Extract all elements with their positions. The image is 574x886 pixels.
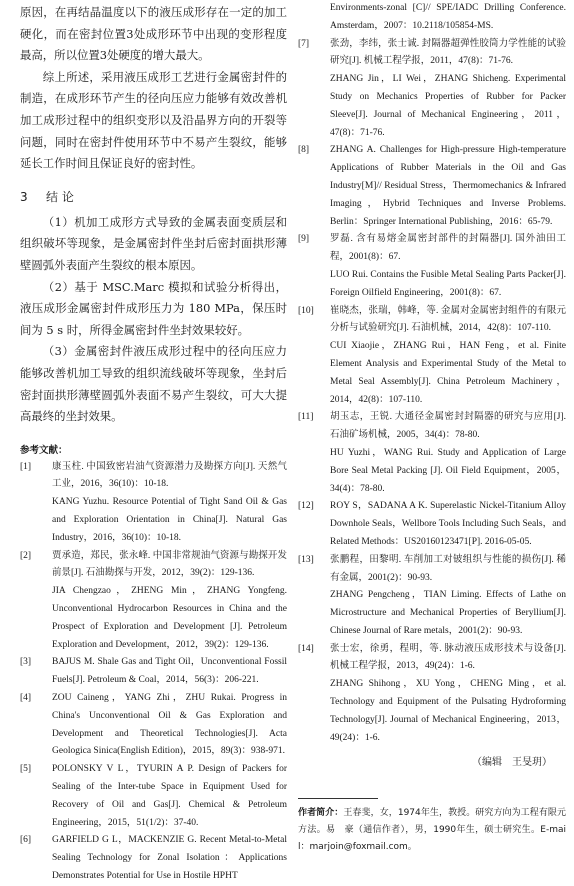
- reference-text: ZHANG A. Challenges for High-pressure High-temperature Applications of Rubber Materials in the Oil and Gas Industry[M]// Residual Stress，Thermomechanics & Infrared Imaging，Hybrid Techniques and Inverse Problems. Berlin：Springer International Publishing，2016：65-79.: [330, 145, 566, 227]
- reference-text: BAJUS M. Shale Gas and Tight Oil，Unconventional Fossil Fuels[J]. Petroleum & Coal，2014，56(3)：206-221.: [52, 657, 287, 686]
- reference-text: ZHANG Shihong，XU Yong，CHENG Ming，et al. Technology and Equipment of the Pulsating Hydroforming Technology[J]. Journal of Mechanical Engineering，2013，49(24)：1-6.: [330, 679, 566, 743]
- reference-text: 罗磊. 含有易熔金属密封部件的封隔器[J]. 国外油田工程，2001(8)：67.: [330, 234, 566, 263]
- reference-text: HU Yuzhi，WANG Rui. Study and Application of Large Bore Seal Metal Packing [J]. Oil Field Equipment，2005，34(4)：78-80.: [330, 447, 566, 494]
- reference-item: [298, 231, 566, 302]
- reference-continuation: Environments-zonal [C]// SPE/IADC Drilling Conference. Amsterdam，2007：10.2118/105854-MS.: [330, 3, 566, 31]
- reference-number: [10]: [298, 305, 314, 316]
- reference-item: [298, 552, 566, 641]
- reference-text: ROY S，SADANA A K. Superelastic Nickel-Titanium Alloy Downhole Seals，Wellbore Tools Including Such Seals，and Related Methods：US20160123471[P]. 2016-05-05.: [330, 501, 566, 547]
- reference-item: [20, 459, 287, 548]
- reference-number: [1]: [20, 461, 32, 472]
- reference-text: ZOU Caineng，YANG Zhi，ZHU Rukai. Progress in China's Unconventional Oil & Gas Exploration and Development and Theoretical Technologies[J]. Acta Geologica Sinica(English Edition)，2015，89(3)：938-971.: [52, 693, 287, 757]
- reference-text: 张劲，李纬，张士诚. 封隔器超弹性胶筒力学性能的试验研究[J]. 机械工程学报，2011，47(8)：71-76.: [330, 38, 566, 67]
- reference-number: [8]: [298, 145, 310, 156]
- body-paragraph: 综上所述，采用液压成形工艺进行金属密封件的制造，在成形环节产生的径向压应力能够有效改善机加工成形过程中的组织变形以及沿晶界方向的开裂等问题，同时在密封件使用环节中不易产生裂纹，能够延长工作时间且保证良好的密封性。: [20, 69, 287, 171]
- conclusion-paragraph: （3）金属密封件液压成形过程中的径向压应力能够改善机加工导致的组织流线破坏等现象，坐封后密封面拱形薄壁圆弧外表面不易产生裂纹，可大大提高最终的坐封效果。: [20, 344, 287, 424]
- reference-item: [20, 654, 287, 690]
- reference-number: [14]: [298, 643, 314, 654]
- reference-number: [4]: [20, 693, 32, 704]
- reference-text: 胡玉志，王锐. 大通径金属密封封隔器的研究与应用[J]. 石油矿场机械，2005，34(4)：78-80.: [330, 412, 566, 441]
- section-heading: [20, 188, 287, 205]
- reference-item: [298, 641, 566, 748]
- reference-number: [13]: [298, 554, 314, 565]
- reference-number: [9]: [298, 234, 310, 245]
- reference-text: 崔晓杰，张瑞，韩峰，等. 金属对金属密封组件的有限元分析与试验研究[J]. 石油机械，2014，42(8)：107-110.: [330, 305, 566, 334]
- reference-text: GARFIELD G L，MACKENZIE G. Recent Metal-to-Metal Sealing Technology for Zonal Isolation：Applications Demonstrates Potential for Use in Hostile HPHT: [52, 835, 287, 882]
- reference-item: [20, 548, 287, 655]
- reference-text: 康玉柱. 中国致密岩油气资源潜力及勘探方向[J]. 天然气工业，2016，36(10)：10-18.: [52, 461, 287, 490]
- left-column: [20, 0, 287, 886]
- author-note-text: 王春斐，女，1974年生，教授。研究方向为工程有限元方法。易 豪（通信作者），男，1990年生，硕士研究生。E-mail：marjoin@foxmail.com。: [298, 808, 566, 853]
- reference-text: 张鹏程，田黎明. 车削加工对铍组织与性能的损伤[J]. 稀有金属，2001(2)：90-93.: [330, 554, 566, 583]
- reference-item: [298, 409, 566, 498]
- reference-text: ZHANG Jin，LI Wei，ZHANG Shicheng. Experimental Study on Mechanics Properties of Rubber for Packer Sleeve[J]. Journal of Mechanical Engineering，2011，47(8)：71-76.: [330, 74, 566, 138]
- editor-credit: （编辑 王旻玥）: [472, 757, 552, 769]
- reference-number: [7]: [298, 38, 310, 49]
- conclusion-paragraph: （2）基于 MSC.Marc 模拟和试验分析得出，液压成形金属密封件成形压力为 180 MPa，保压时间为 5 s 时，所得金属密封件坐封效果较好。: [20, 279, 287, 337]
- reference-item: [20, 832, 287, 885]
- reference-text: 贾承造，郑民，张永峰. 中国非常规油气资源与勘探开发前景[J]. 石油勘探与开发，2012，39(2)：129-136.: [52, 550, 287, 579]
- reference-text: POLONSKY V L，TYURIN A P. Design of Packers for Sealing of the Inter-tube Space in Equipment Used for Recovery of Oil and Gas[J]. Chemical & Petroleum Engineering，2015，51(1/2)：37-40.: [52, 764, 287, 828]
- reference-item: [298, 303, 566, 410]
- reference-text: ZHANG Pengcheng，TIAN Liming. Effects of Lathe on Microstructure and Mechanical Properties of Beryllium[J]. Chinese Journal of Rare metals，2001(2)：90-93.: [330, 590, 566, 636]
- author-note: [298, 805, 566, 856]
- reference-number: [3]: [20, 657, 32, 668]
- reference-item: [298, 36, 566, 143]
- section-number: 3: [20, 189, 28, 204]
- section-title: 结 论: [46, 189, 74, 204]
- reference-text: 张士宏，徐勇，程明，等. 脉动液压成形技术与设备[J]. 机械工程学报，2013，49(24)：1-6.: [330, 643, 566, 672]
- references-heading: 参考文献：: [20, 444, 68, 456]
- reference-item: [20, 690, 287, 761]
- reference-item: [298, 142, 566, 231]
- reference-text: JIA Chengzao，ZHENG Min，ZHANG Yongfeng. Unconventional Hydrocarbon Resources in China and the Prospect of Exploration and Development [J]. Petroleum Exploration and Development，2012，39(2)：129-136.: [52, 586, 287, 650]
- reference-number: [6]: [20, 835, 32, 846]
- reference-number: [12]: [298, 501, 314, 512]
- reference-number: [11]: [298, 412, 314, 423]
- reference-text: LUO Rui. Contains the Fusible Metal Sealing Parts Packer[J]. Foreign Oilfield Engineering，2001(8)：67.: [330, 269, 566, 298]
- author-note-label: 作者简介：: [298, 808, 344, 819]
- right-column: [298, 0, 566, 856]
- reference-item: [298, 498, 566, 551]
- reference-text: CUI Xiaojie，ZHANG Rui，HAN Feng，et al. Finite Element Analysis and Experimental Study of the Metal to Metal Seal Assembly[J]. China Petroleum Machinery，2014，42(8)：107-110.: [330, 341, 566, 405]
- conclusion-paragraph: （1）机加工成形方式导致的金属表面变质层和组织破坏等现象，是金属密封件坐封后密封面拱形薄壁圆弧外表面产生裂纹的根本原因。: [20, 214, 287, 272]
- footnote-divider: [298, 798, 378, 799]
- reference-item: [20, 761, 287, 832]
- reference-number: [5]: [20, 764, 32, 775]
- body-paragraph: 原因，在再结晶温度以下的液压成形存在一定的加工硬化，而在密封位置3处成形环节中出现的变形程度最高，所以位置3处硬度的增大最大。: [20, 5, 287, 63]
- reference-number: [2]: [20, 550, 32, 561]
- reference-text: KANG Yuzhu. Resource Potential of Tight Sand Oil & Gas and Exploration Orientation in China[J]. Natural Gas Industry，2016，36(10)：10-18.: [52, 497, 287, 543]
